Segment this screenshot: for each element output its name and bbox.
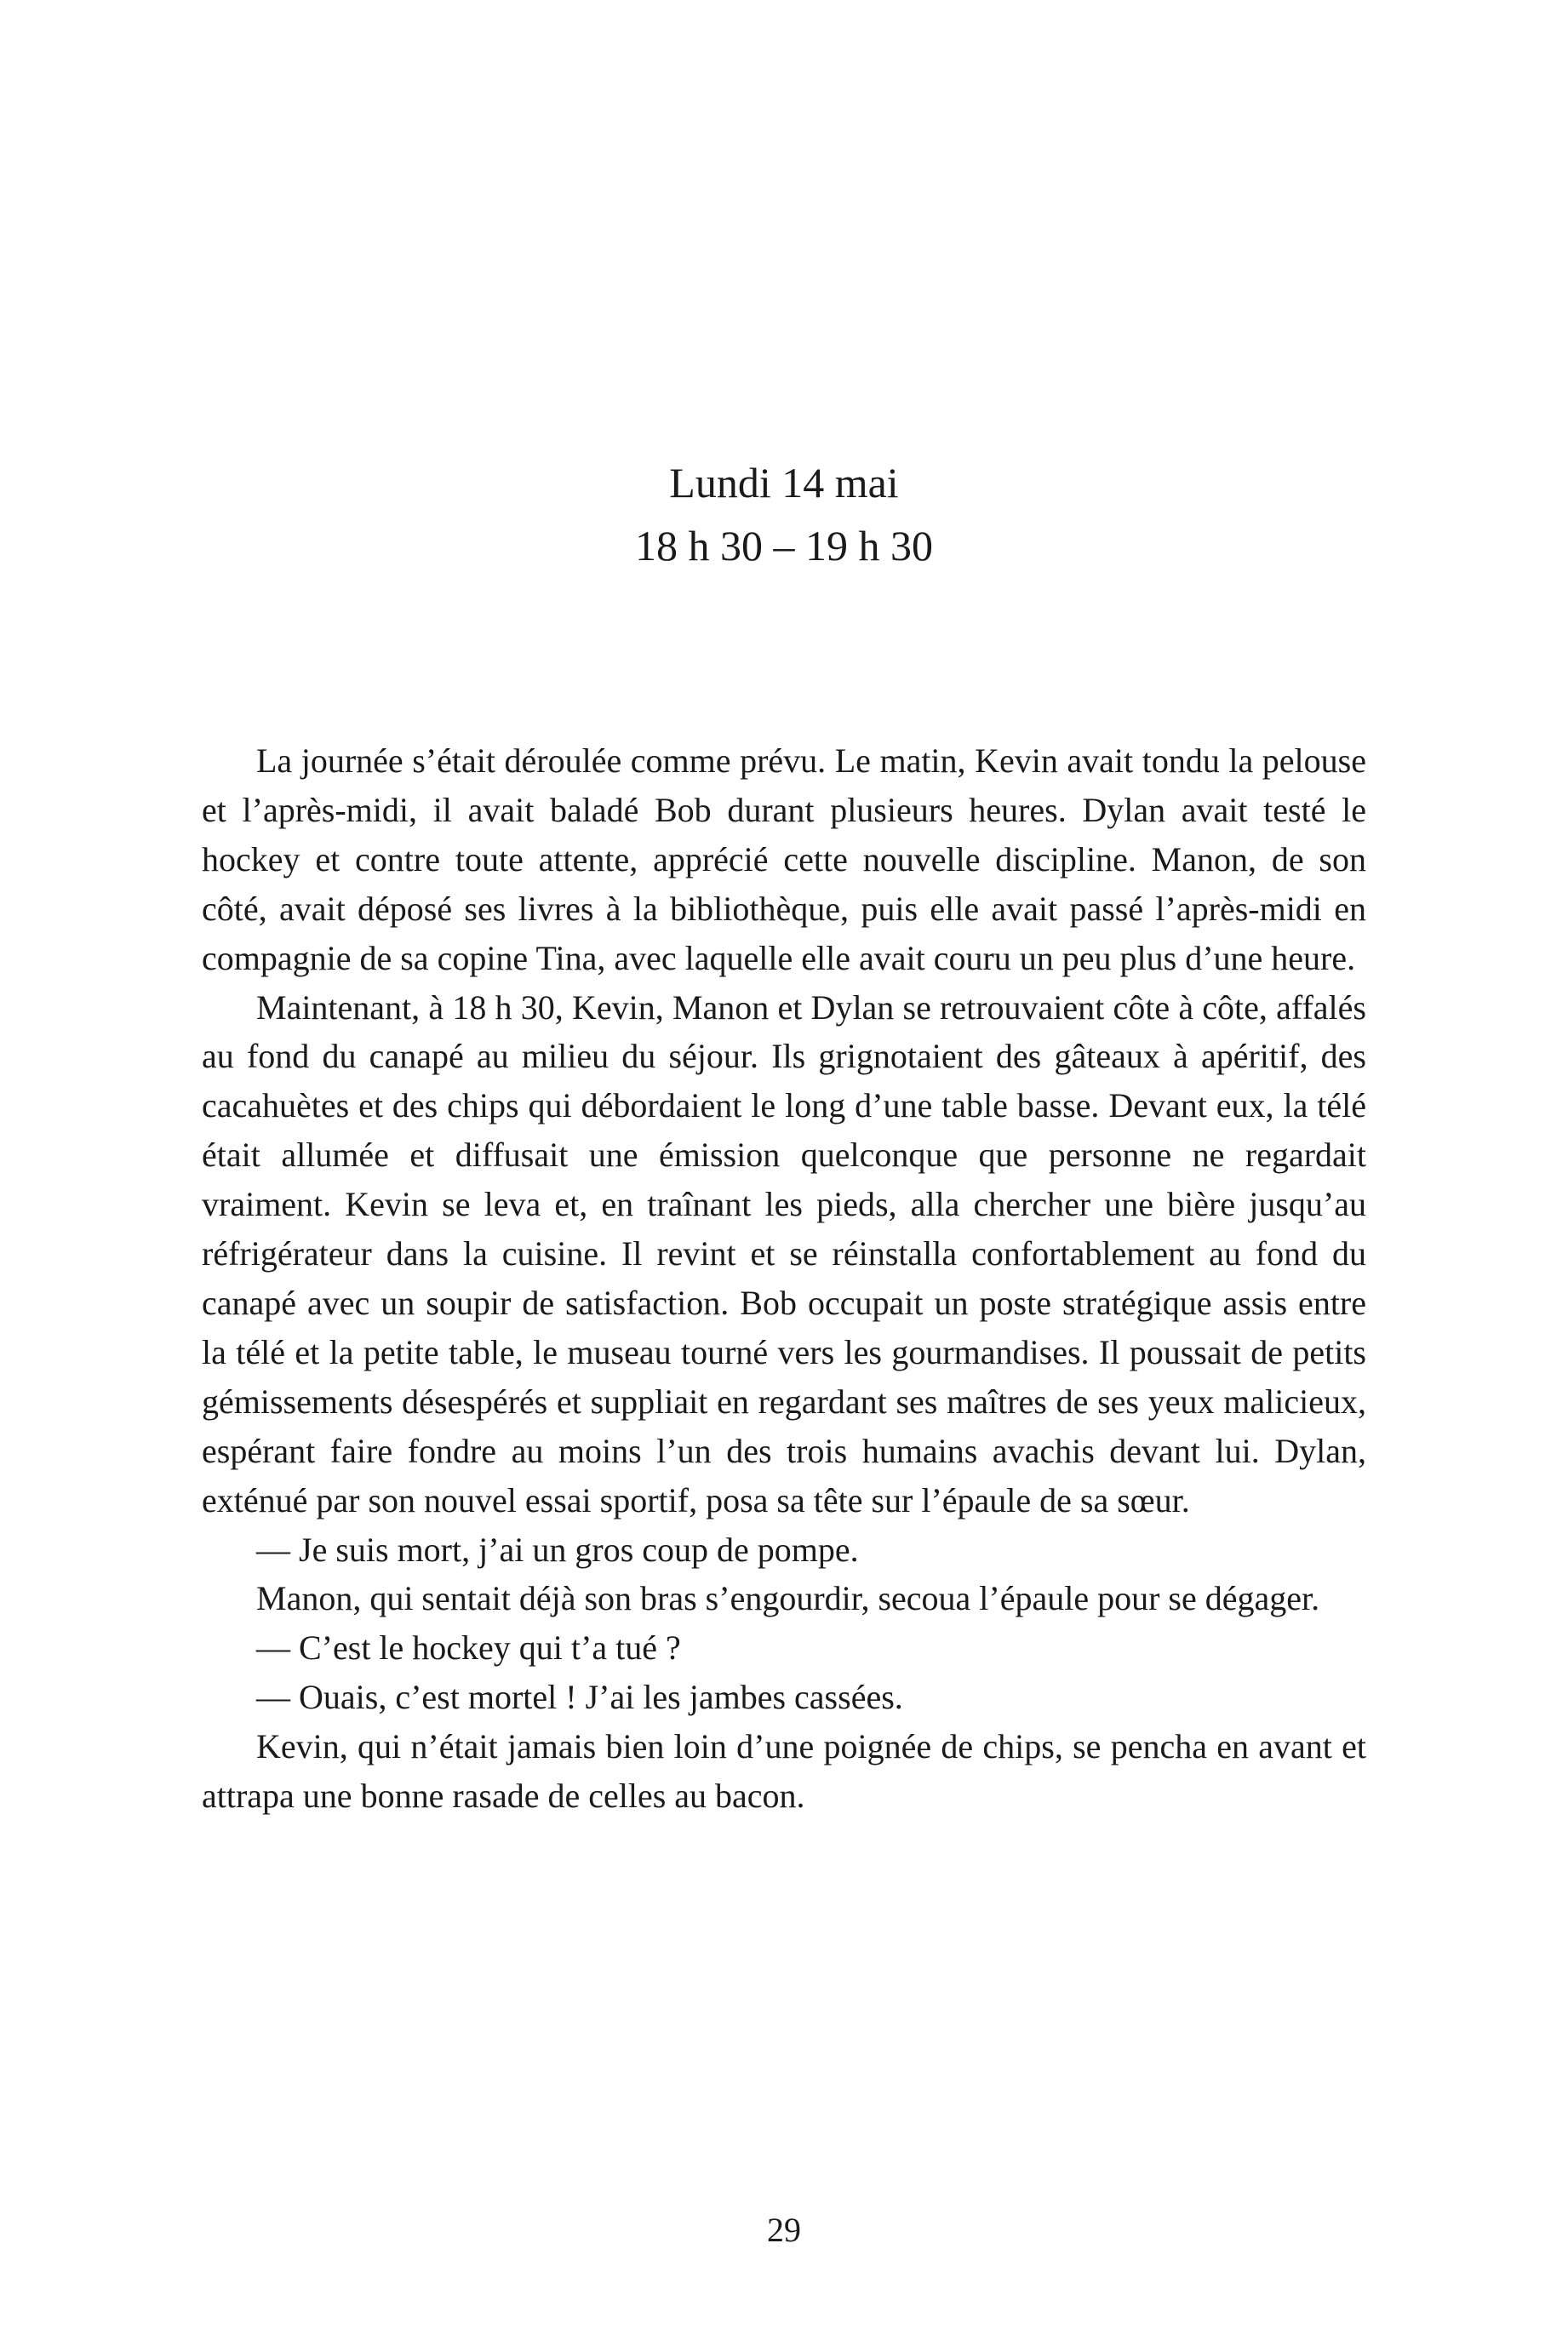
paragraph: Maintenant, à 18 h 30, Kevin, Manon et Dylan se retrouvaient côte à côte, affalés au fond du canapé au milieu du séjour. Ils grignotaient des gâteaux à apéritif, des cacahuètes et des chips qui débordaient le long d’une table basse. Devant eux, la télé était allumée et diffusait une émission quelconque que personne ne regardait vraiment. Kevin se leva et, en traînant les pieds, alla chercher une bière jusqu’au réfrigérateur dans la cuisine. Il revint et se réinstalla confortablement au fond du canapé avec un soupir de satisfaction. Bob occupait un poste stratégique assis entre la télé et la petite table, le museau tourné vers les gourmandises. Il poussait de petits gémissements désespérés et suppliait en regardant ses maîtres de ses yeux malicieux, espérant faire fondre au moins l’un des trois humains avachis devant lui. Dylan, exténué par son nouvel essai sportif, posa sa tête sur l’épaule de sa sœur. bbox=[202, 987, 1366, 1519]
dialogue-line: — C’est le hockey qui t’a tué ? bbox=[256, 1628, 681, 1668]
body-text bbox=[202, 736, 1366, 1821]
paragraph: Kevin, qui n’était jamais bien loin d’une poignée de chips, se pencha en avant et attrapa une bonne rasade de celles au bacon. bbox=[202, 1727, 1366, 1816]
paragraph: Manon, qui sentait déjà son bras s’engourdir, secoua l’épaule pour se dégager. bbox=[256, 1579, 1320, 1618]
chapter-date: Lundi 14 mai bbox=[669, 459, 899, 506]
page-number: 29 bbox=[767, 2211, 801, 2249]
dialogue-line: — Je suis mort, j’ai un gros coup de pompe. bbox=[256, 1530, 859, 1569]
chapter-heading bbox=[0, 451, 1568, 577]
dialogue-line: — Ouais, c’est mortel ! J’ai les jambes cassées. bbox=[256, 1678, 903, 1717]
chapter-time-range: 18 h 30 – 19 h 30 bbox=[635, 522, 933, 569]
paragraph: La journée s’était déroulée comme prévu. Le matin, Kevin avait tondu la pelouse et l’après-midi, il avait baladé Bob durant plusieurs heures. Dylan avait testé le hockey et contre toute attente, apprécié cette nouvelle discipline. Manon, de son côté, avait déposé ses livres à la bibliothèque, puis elle avait passé l’après-midi en compagnie de sa copine Tina, avec laquelle elle avait couru un peu plus d’une heure. bbox=[202, 741, 1366, 977]
